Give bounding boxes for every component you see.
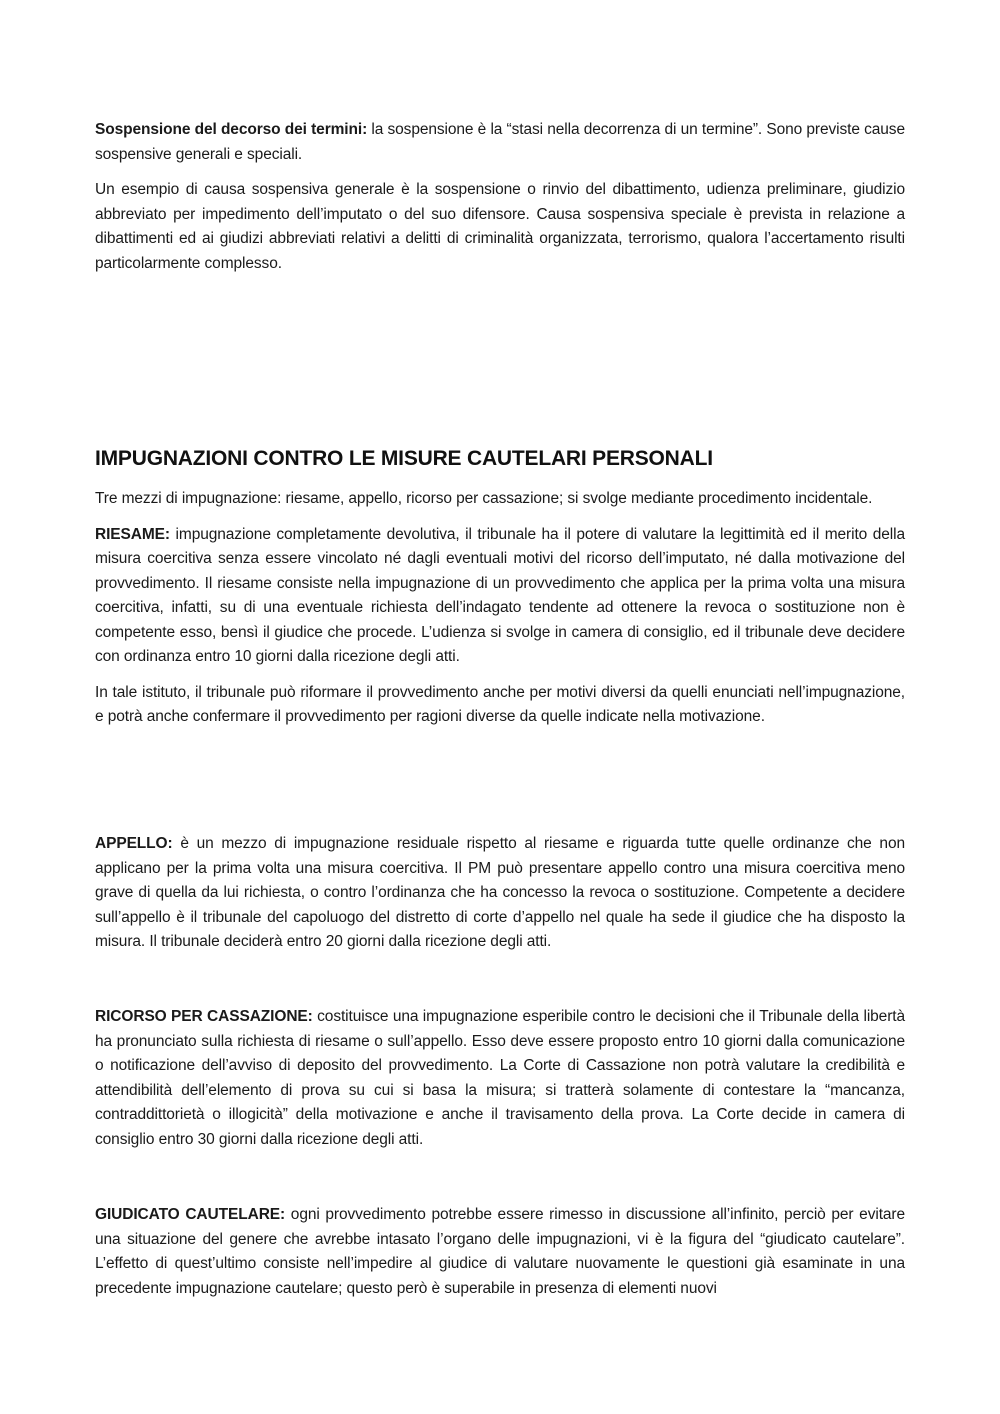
paragraph-text: ogni provvedimento potrebbe essere rimesso in discussione all’infinito, perciò per evitare una situazione del genere che avrebbe intasato l’organo delle impugnazioni, vi è la figura del “giudicato cautelare”. L’effetto di quest’ultimo consiste nell’impedire al giudice di valutare nuovamente le questioni già esaminate in una precedente impugnazione cautelare; questo però è superabile in presenza di elementi nuovi bbox=[95, 1206, 906, 1297]
section-appello bbox=[95, 832, 905, 955]
paragraph-causa-sospensiva: Un esempio di causa sospensiva generale è la sospensione o rinvio del dibattimento, udienza preliminare, giudizio abbreviato per impedimento dell’imputato o del suo difensore. Causa sospensiva speciale è prevista in relazione a dibattimenti ed ai giudizi abbreviati relativi a delitti di criminalità organizzata, terrorismo, qualora l’accertamento risulti particolarmente complesso. bbox=[95, 181, 905, 272]
paragraph-lead: Sospensione del decorso dei termini: bbox=[95, 121, 368, 138]
paragraph-riesame-istituto: In tale istituto, il tribunale può riformare il provvedimento anche per motivi diversi da quelli enunciati nell’impugnazione, e potrà anche confermare il provvedimento per ragioni diverse da quelle indicate nella motivazione. bbox=[95, 683, 905, 725]
section-sospensione bbox=[95, 118, 905, 276]
paragraph-riesame bbox=[95, 523, 905, 670]
paragraph-text: impugnazione completamente devolutiva, il tribunale ha il potere di valutare la legittimità ed il merito della misura coercitiva senza essere vincolato né dagli eventuali motivi del ricorso dell’imputato, né dalla motivazione del provvedimento. Il riesame consiste nella impugnazione di un provvedimento che applica per la prima volta una misura coercitiva, infatti, su di una eventuale richiesta dell’indagato tendente ad ottenere la revoca o sostituzione non è competente esso, bensì il giudice che procede. L’udienza si svolge in camera di consiglio, ed il tribunale deve decidere con ordinanza entro 10 giorni dalla ricezione degli atti. bbox=[95, 525, 905, 665]
paragraph-text: costituisce una impugnazione esperibile contro le decisioni che il Tribunale della libertà ha pronunciato sulla richiesta di riesame o sull’appello. Esso deve essere proposto entro 10 giorni dalla comunicazione o notificazione dell’avviso di deposito del provvedimento. La Corte di Cassazione non potrà valutare la credibilità e attendibilità dell’elemento di prova su cui si basa la misura; si tratterà solamente di contestare la “mancanza, contraddittorietà o illogicità” della motivazione e anche il travisamento della prova. La Corte decide in camera di consiglio entro 30 giorni dalla ricezione degli atti. bbox=[95, 1008, 905, 1148]
paragraph-lead: RIESAME: bbox=[95, 525, 170, 543]
paragraph-appello bbox=[95, 832, 905, 955]
section-heading: IMPUGNAZIONI CONTRO LE MISURE CAUTELARI PERSONALI bbox=[95, 447, 713, 470]
paragraph-sospensione bbox=[95, 118, 905, 167]
paragraph-intro: Tre mezzi di impugnazione: riesame, appello, ricorso per cassazione; si svolge mediante procedimento incidentale. bbox=[95, 490, 873, 507]
paragraph-ricorso bbox=[95, 1005, 905, 1152]
paragraph-giudicato bbox=[95, 1203, 905, 1301]
paragraph-text: la sospensione è la “stasi nella decorrenza di un termine”. Sono previste cause sospensive generali e speciali. bbox=[95, 121, 905, 163]
paragraph-lead: RICORSO PER CASSAZIONE: bbox=[95, 1008, 313, 1025]
section-impugnazioni bbox=[95, 445, 905, 730]
paragraph-text: è un mezzo di impugnazione residuale rispetto al riesame e riguarda tutte quelle ordinanze che non applicano per la prima volta una misura coercitiva. Il PM può presentare appello contro una misura coercitiva meno grave di quella da lui richiesta, o contro l’ordinanza che ha concesso la revoca o sostituzione. Competente a decidere sull’appello è il tribunale del capoluogo del distretto di corte d’appello nel quale ha sede il giudice che ha disposto la misura. Il tribunale deciderà entro 20 giorni dalla ricezione degli atti. bbox=[95, 835, 905, 950]
section-ricorso bbox=[95, 1005, 905, 1152]
paragraph-lead: GIUDICATO CAUTELARE: bbox=[95, 1206, 286, 1223]
section-giudicato bbox=[95, 1203, 905, 1301]
paragraph-lead: APPELLO: bbox=[95, 835, 173, 852]
